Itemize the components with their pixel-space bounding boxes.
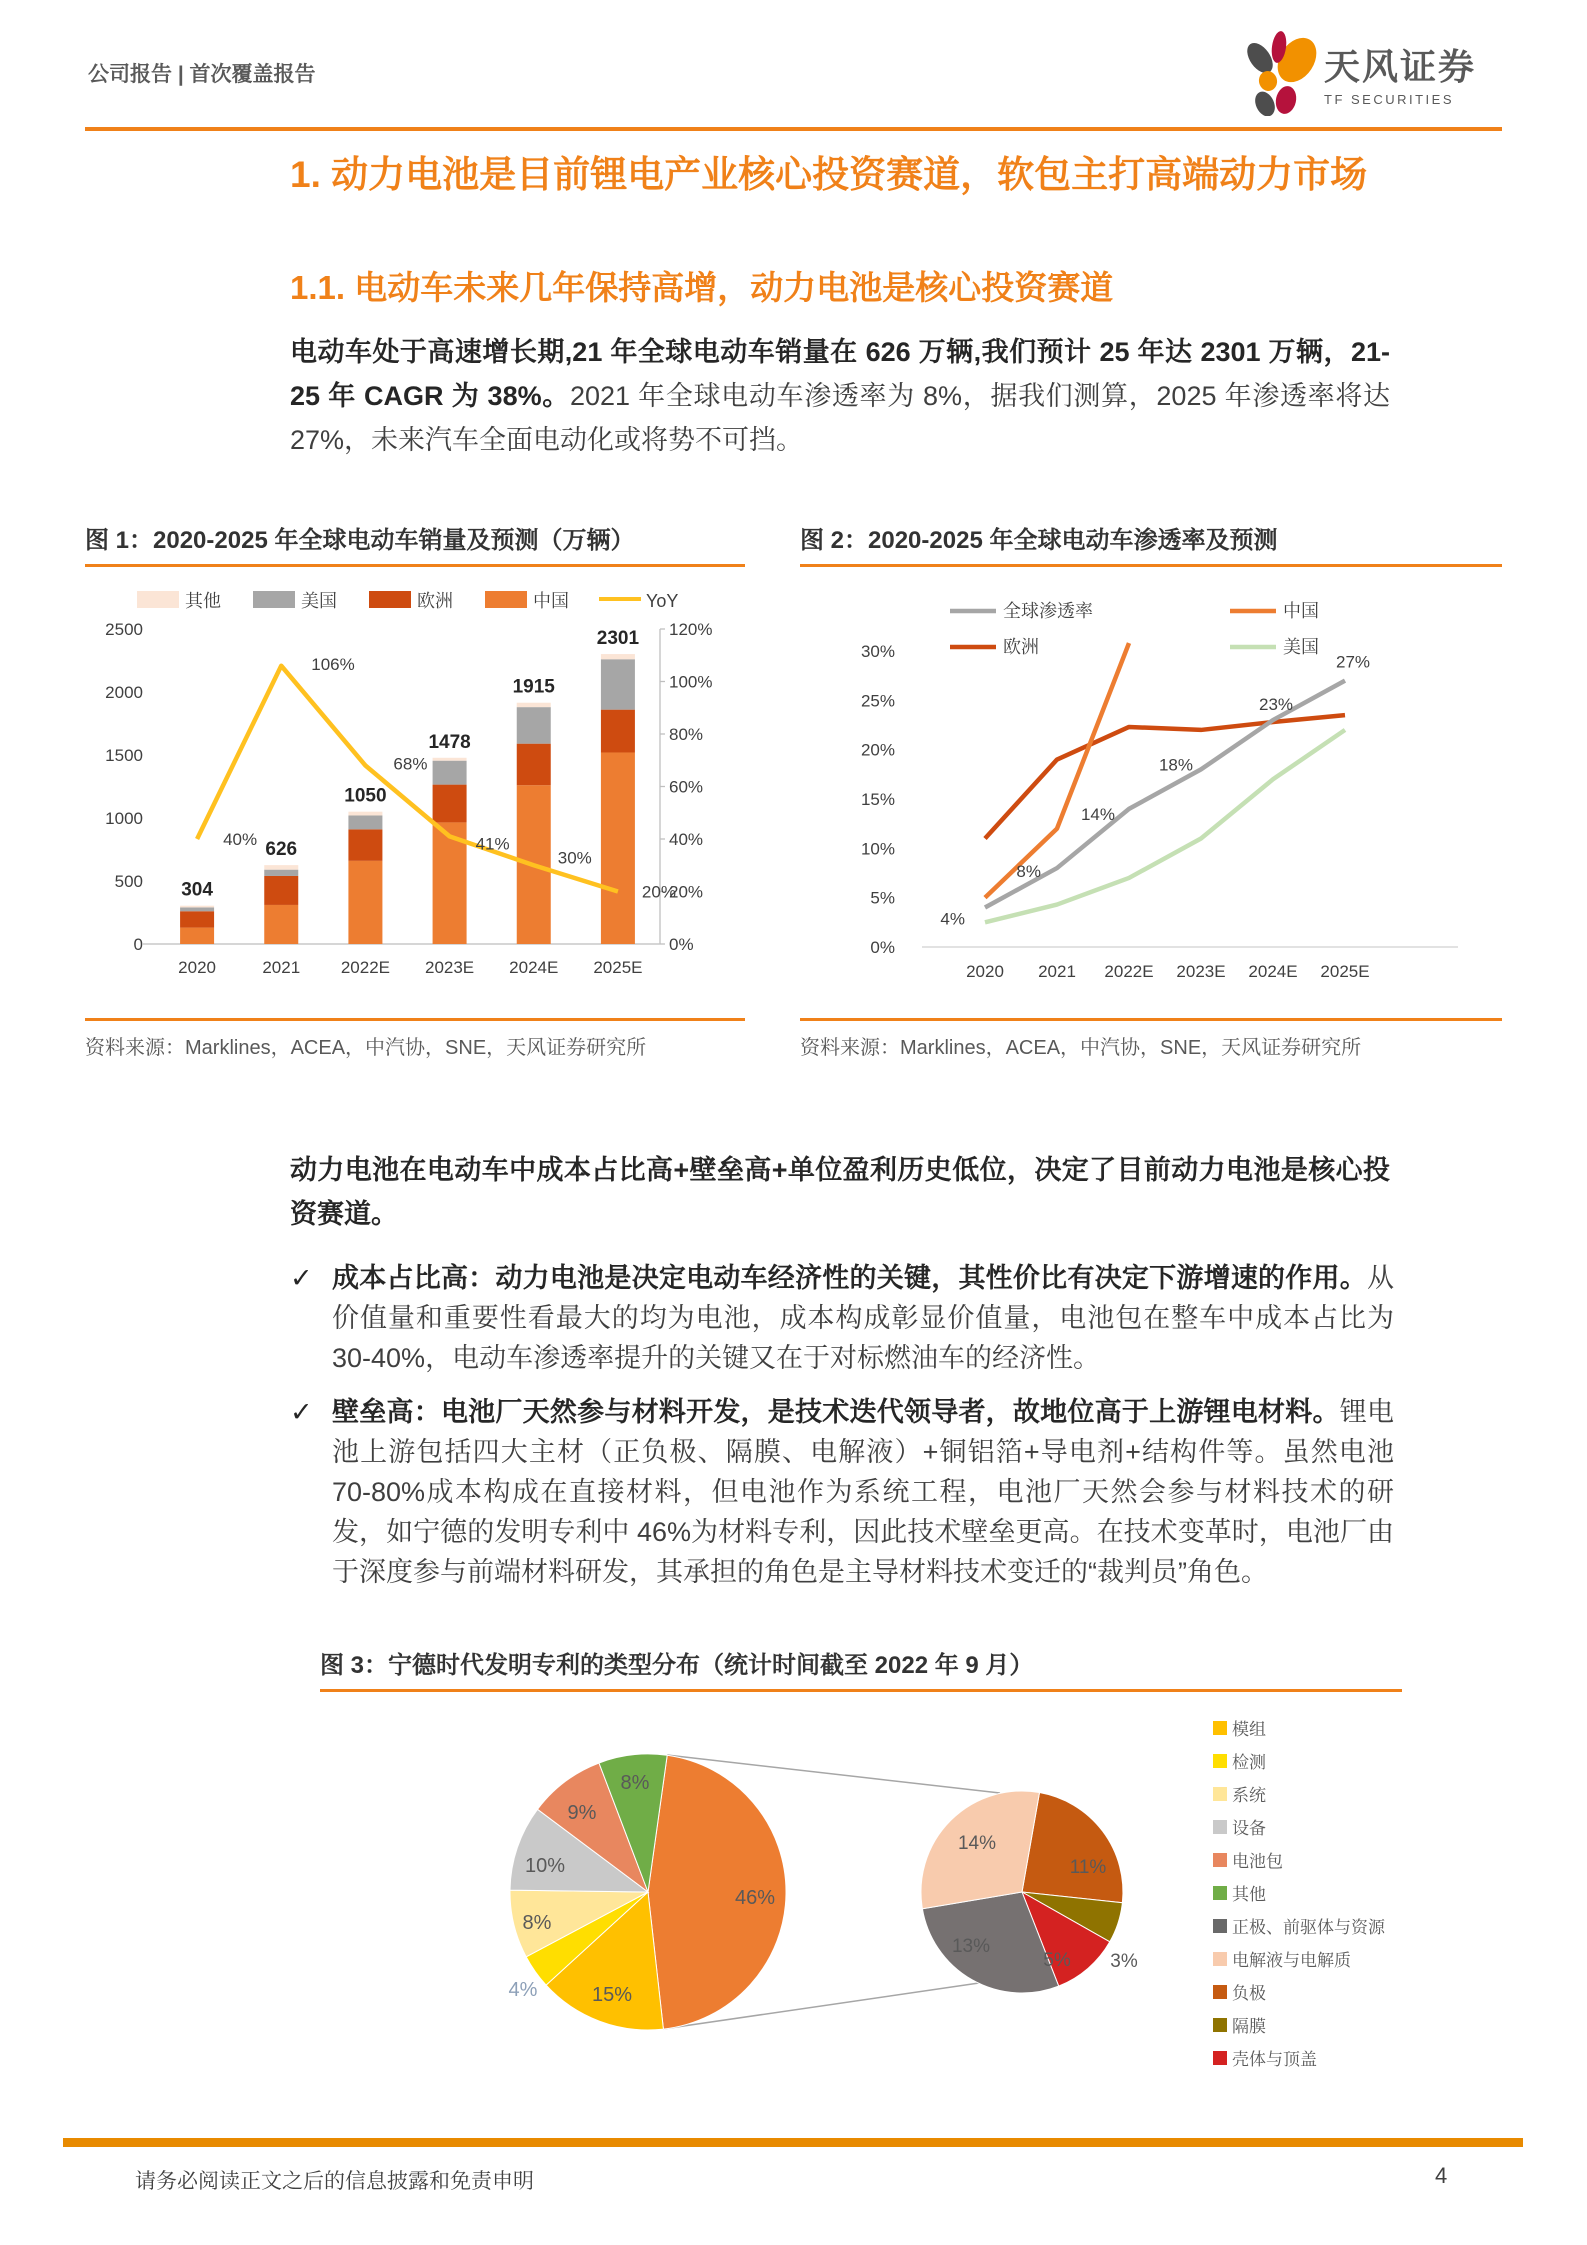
svg-text:60%: 60% [669, 777, 704, 797]
legend-swatch-icon [1213, 1853, 1227, 1867]
svg-text:30%: 30% [557, 848, 592, 868]
footer-disclaimer: 请务必阅读正文之后的信息披露和免责申明 [135, 2170, 534, 2193]
svg-text:500: 500 [114, 872, 143, 891]
legend-swatch-icon [1213, 1721, 1227, 1735]
svg-text:11%: 11% [1069, 1857, 1107, 1878]
svg-text:欧洲: 欧洲 [417, 591, 453, 611]
legend-label: 电池包 [1232, 1852, 1283, 1871]
bullet-bold-lead: 壁垒高：电池厂天然参与材料开发，是技术迭代领导者，故地位高于上游锂电材料。 [332, 1397, 1340, 1427]
pie-legend [1213, 1711, 1385, 2074]
check-icon: ✓ [290, 1263, 313, 1293]
svg-text:2025E: 2025E [593, 958, 643, 977]
figure-1-sales-chart [85, 520, 745, 1060]
svg-text:2020: 2020 [178, 958, 216, 977]
figure-1-bottom-rule [85, 1018, 745, 1021]
svg-text:25%: 25% [860, 691, 895, 711]
bullet-item-barrier [290, 1392, 1394, 1592]
svg-text:欧洲: 欧洲 [1003, 637, 1039, 657]
svg-text:9%: 9% [567, 1802, 597, 1824]
svg-text:68%: 68% [393, 754, 428, 774]
figure-1-top-rule [85, 564, 745, 567]
bullet-body: 从价值量和重要性看最大的均为电池，成本构成彰显价值量，电池包在整车中成本占比为 30-40%，电动车渗透率提升的关键又在于对标燃油车的经济性。 [332, 1263, 1394, 1373]
intro-paragraph [290, 330, 1390, 462]
svg-text:中国: 中国 [1283, 601, 1319, 621]
figure-3-patent-pie [320, 1645, 1402, 2069]
svg-text:14%: 14% [1080, 804, 1115, 824]
intro-bold-text: 电动车处于高速增长期,21 年全球电动车销量在 626 万辆,我们预计 25 年达 2301 万辆，21-25 年 CAGR 为 38%。 [290, 337, 1390, 411]
svg-text:5%: 5% [870, 888, 895, 908]
svg-text:美国: 美国 [1283, 637, 1319, 657]
footer-bar [63, 2138, 1523, 2147]
svg-text:2024E: 2024E [1248, 962, 1298, 981]
pie-legend-item [1213, 1711, 1385, 1744]
check-icon: ✓ [290, 1397, 313, 1427]
svg-text:中国: 中国 [533, 591, 569, 611]
pie-legend-item [1213, 1777, 1385, 1810]
svg-text:120%: 120% [669, 620, 713, 639]
svg-text:2020: 2020 [966, 962, 1004, 981]
bullet-text [332, 1258, 1394, 1378]
legend-swatch-icon [1213, 2051, 1227, 2065]
svg-text:30%: 30% [860, 642, 895, 661]
header-divider [85, 127, 1502, 131]
legend-label: 模组 [1232, 1720, 1266, 1739]
svg-text:46%: 46% [734, 1887, 776, 1909]
svg-text:13%: 13% [951, 1936, 991, 1957]
pie-legend-item [1213, 2008, 1385, 2041]
svg-text:0%: 0% [669, 935, 694, 954]
legend-swatch-icon [1213, 1754, 1227, 1768]
svg-text:1050: 1050 [344, 785, 387, 807]
svg-text:0%: 0% [870, 938, 895, 957]
svg-text:10%: 10% [524, 1855, 566, 1877]
figure-1-title: 图 1：2020-2025 年全球电动车销量及预测（万辆） [85, 527, 635, 554]
svg-text:304: 304 [181, 879, 213, 901]
svg-text:2024E: 2024E [509, 958, 559, 977]
svg-text:2025E: 2025E [1320, 962, 1370, 981]
svg-text:20%: 20% [641, 882, 676, 902]
svg-text:40%: 40% [669, 830, 704, 849]
svg-text:15%: 15% [860, 790, 895, 809]
svg-text:4%: 4% [940, 909, 965, 929]
brand-name: 天风证券 [1324, 46, 1477, 87]
legend-label: 正极、前驱体与资源 [1232, 1918, 1385, 1937]
svg-text:10%: 10% [860, 839, 895, 859]
penetration-rate-chart [800, 569, 1502, 1009]
legend-swatch-icon [1213, 1886, 1227, 1900]
tf-securities-logo [1242, 30, 1476, 116]
pie-legend-item [1213, 1975, 1385, 2008]
svg-text:18%: 18% [1158, 755, 1193, 775]
report-type-label: 公司报告 | 首次覆盖报告 [88, 63, 316, 86]
thesis-paragraph: 动力电池在电动车中成本占比高+壁垒高+单位盈利历史低位，决定了目前动力电池是核心投资赛道。 [290, 1155, 1390, 1229]
svg-text:100%: 100% [669, 672, 713, 692]
svg-text:626: 626 [265, 839, 298, 861]
legend-swatch-icon [1213, 1787, 1227, 1801]
svg-text:20%: 20% [669, 882, 704, 902]
svg-text:20%: 20% [860, 740, 895, 760]
svg-text:美国: 美国 [301, 591, 337, 611]
pie-legend-item [1213, 1876, 1385, 1909]
svg-text:23%: 23% [1258, 695, 1294, 715]
svg-text:其他: 其他 [185, 591, 221, 611]
figure-2-source: 资料来源：Marklines，ACEA，中汽协，SNE，天风证券研究所 [800, 1037, 1362, 1059]
svg-text:2022E: 2022E [1104, 962, 1154, 981]
bullet-text [332, 1392, 1394, 1592]
legend-swatch-icon [1213, 2018, 1227, 2032]
legend-label: 壳体与顶盖 [1232, 2050, 1317, 2069]
svg-text:2021: 2021 [262, 958, 301, 977]
svg-text:1915: 1915 [512, 676, 555, 698]
svg-text:2000: 2000 [105, 683, 143, 702]
svg-text:3%: 3% [1110, 1951, 1138, 1972]
svg-text:8%: 8% [620, 1772, 650, 1794]
svg-text:14%: 14% [957, 1833, 997, 1854]
svg-text:1000: 1000 [105, 809, 143, 828]
figure-3-top-rule [320, 1689, 1402, 1692]
svg-text:8%: 8% [1016, 862, 1041, 882]
bullet-bold-lead: 成本占比高：动力电池是决定电动车经济性的关键，其性价比有决定下游增速的作用。 [332, 1263, 1367, 1293]
bullet-list [290, 1258, 1394, 1606]
svg-text:全球渗透率: 全球渗透率 [1003, 601, 1093, 621]
legend-label: 电解液与电解质 [1232, 1951, 1351, 1970]
svg-text:0: 0 [133, 935, 143, 954]
pie-legend-item [1213, 1942, 1385, 1975]
svg-text:80%: 80% [669, 725, 704, 744]
figure-1-source: 资料来源：Marklines，ACEA，中汽协，SNE，天风证券研究所 [85, 1037, 647, 1059]
legend-label: 隔膜 [1232, 2017, 1266, 2036]
svg-text:8%: 8% [522, 1912, 552, 1934]
legend-swatch-icon [1213, 1952, 1227, 1966]
pie-legend-item [1213, 1909, 1385, 1942]
svg-text:2023E: 2023E [1176, 962, 1226, 981]
figure-2-title: 图 2：2020-2025 年全球电动车渗透率及预测 [800, 527, 1278, 554]
pie-legend-item [1213, 2041, 1385, 2074]
figure-2-bottom-rule [800, 1018, 1502, 1021]
svg-text:27%: 27% [1335, 652, 1371, 672]
section-title: 1. 动力电池是目前锂电产业核心投资赛道，软包主打高端动力市场 [290, 154, 1368, 195]
svg-text:41%: 41% [475, 834, 510, 854]
sales-forecast-chart [85, 569, 745, 1009]
legend-label: 系统 [1232, 1786, 1266, 1805]
svg-text:1478: 1478 [428, 731, 471, 753]
pie-legend-item [1213, 1744, 1385, 1777]
svg-text:106%: 106% [311, 654, 355, 674]
svg-text:1500: 1500 [105, 746, 143, 765]
subsection-title: 1.1. 电动车未来几年保持高增，动力电池是核心投资赛道 [290, 269, 1114, 306]
svg-text:YoY: YoY [646, 591, 679, 611]
svg-text:2301: 2301 [596, 628, 640, 650]
legend-swatch-icon [1213, 1820, 1227, 1834]
figure-3-title: 图 3：宁德时代发明专利的类型分布（统计时间截至 2022 年 9 月） [320, 1652, 1034, 1679]
svg-text:2500: 2500 [105, 620, 143, 639]
page-number: 4 [1435, 2163, 1448, 2188]
legend-label: 负极 [1232, 1984, 1266, 2003]
legend-label: 其他 [1232, 1885, 1266, 1904]
legend-swatch-icon [1213, 1985, 1227, 1999]
svg-text:5%: 5% [1043, 1950, 1071, 1971]
intro-rest-text: 2021 年全球电动车渗透率为 8%，据我们测算，2025 年渗透率将达 27%，未来汽车全面电动化或将势不可挡。 [290, 381, 1391, 455]
figure-2-top-rule [800, 564, 1502, 567]
legend-label: 设备 [1232, 1819, 1266, 1838]
legend-label: 检测 [1232, 1753, 1266, 1772]
pie-legend-item [1213, 1810, 1385, 1843]
figure-2-penetration-chart [800, 520, 1502, 1060]
svg-text:4%: 4% [508, 1979, 538, 2001]
svg-text:40%: 40% [223, 830, 258, 849]
pie-legend-item [1213, 1843, 1385, 1876]
bullet-body: 锂电池上游包括四大主材（正负极、隔膜、电解液）+铜铝箔+导电剂+结构件等。虽然电池 70-80%成本构成在直接材料，但电池作为系统工程，电池厂天然会参与材料技术的研发，如宁德的发明专利中 46%为材料专利，因此技术壁垒更高。在技术变革时，电池厂由于深度参与前端材料研发，其承担的角色是主导材料技术变迁的“裁判员”角色。 [332, 1397, 1395, 1587]
bullet-item-cost [290, 1258, 1394, 1378]
svg-text:15%: 15% [591, 1984, 633, 2006]
logo-flower-icon [1242, 30, 1324, 116]
brand-subtitle: TF SECURITIES [1324, 92, 1455, 107]
svg-text:2022E: 2022E [340, 958, 391, 977]
legend-swatch-icon [1213, 1919, 1227, 1933]
svg-text:2023E: 2023E [424, 958, 475, 977]
svg-text:2021: 2021 [1038, 962, 1076, 981]
